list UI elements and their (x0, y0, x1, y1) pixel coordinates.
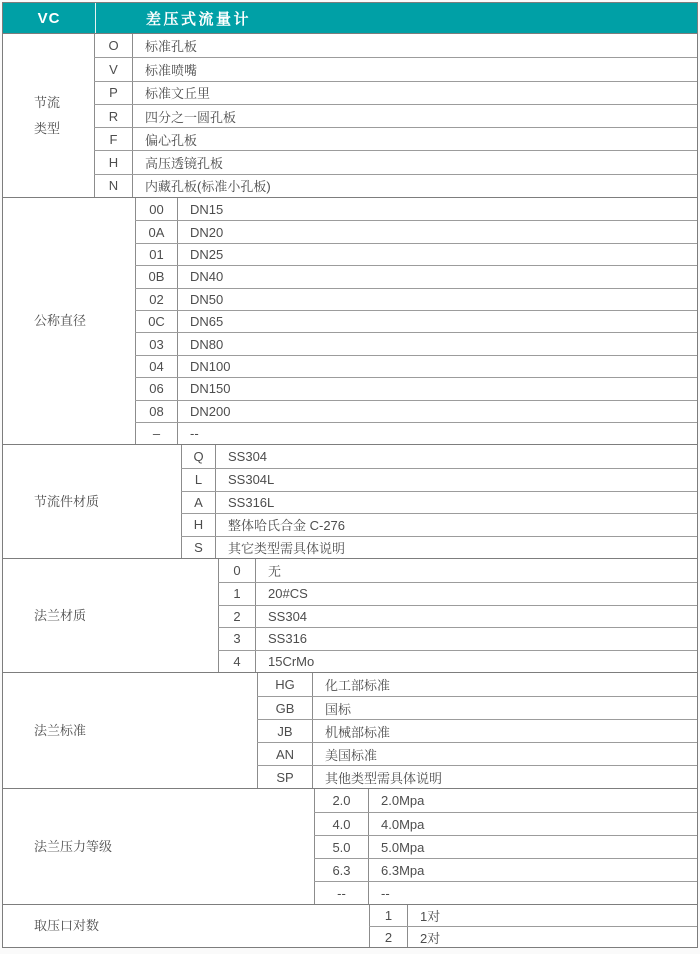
code-cell: 1 (369, 905, 408, 926)
description-cell: 2对 (420, 930, 441, 946)
model-code-header: VC (3, 3, 96, 33)
table-row (218, 650, 697, 673)
table-row (257, 719, 697, 742)
table-row (135, 220, 697, 242)
table-row (135, 355, 697, 377)
description-cell: DN200 (190, 403, 231, 419)
description-cell: 整体哈氏合金 C-276 (228, 518, 346, 534)
section-label-flange-pressure-rating (3, 789, 314, 904)
code-cell: 0B (135, 266, 178, 287)
description-cell: SS316 (268, 631, 308, 647)
code-cell: H (94, 151, 133, 173)
section-label-text: 节流件材质 (34, 493, 100, 509)
description-cell: 20#CS (268, 586, 308, 602)
section-label-flange-material (3, 559, 218, 672)
code-cell: GB (257, 697, 313, 719)
table-row (135, 422, 697, 444)
table-row (369, 905, 697, 926)
description-cell: 化工部标准 (325, 678, 391, 694)
section-rows (369, 905, 697, 947)
section-label-throttle-type (3, 34, 94, 197)
code-cell: 2 (218, 606, 256, 628)
table-row (181, 513, 697, 536)
table-row (314, 789, 697, 812)
code-cell: H (181, 514, 216, 536)
code-cell: Q (181, 445, 216, 468)
code-cell: 2.0 (314, 789, 369, 812)
model-selection-table (2, 2, 698, 948)
description-cell: DN50 (190, 291, 224, 307)
description-cell: DN80 (190, 336, 224, 352)
description-cell: 标准喷嘴 (145, 62, 198, 78)
code-cell: 6.3 (314, 859, 369, 881)
code-cell: 3 (218, 628, 256, 650)
code-cell: V (94, 58, 133, 80)
table-row (135, 288, 697, 310)
description-cell: 内藏孔板(标准小孔板) (145, 179, 271, 195)
description-cell: 2.0Mpa (381, 793, 425, 809)
table-row (135, 198, 697, 220)
code-cell: L (181, 469, 216, 491)
table-row (181, 445, 697, 468)
section-label-text: 法兰材质 (34, 607, 87, 623)
description-cell: 标准文丘里 (145, 86, 211, 102)
code-cell: P (94, 82, 133, 104)
description-cell: -- (381, 885, 390, 901)
section-throttle-part-material (3, 444, 697, 558)
table-row (257, 696, 697, 719)
description-cell: 5.0Mpa (381, 839, 425, 855)
description-cell: 4.0Mpa (381, 816, 425, 832)
section-label-text: 取压口对数 (34, 918, 100, 934)
table-row (257, 765, 697, 788)
table-row (135, 377, 697, 399)
table-row (94, 34, 697, 57)
code-cell: 4 (218, 651, 256, 673)
section-rows (314, 789, 697, 904)
description-cell: 四分之一圆孔板 (145, 109, 237, 125)
code-cell: 08 (135, 401, 178, 422)
code-cell: A (181, 492, 216, 514)
table-row (94, 81, 697, 104)
description-cell: DN65 (190, 314, 224, 330)
code-cell: 01 (135, 244, 178, 265)
description-cell: 其他类型需具体说明 (325, 770, 443, 786)
table-row (135, 243, 697, 265)
section-flange-standard (3, 672, 697, 788)
code-cell: JB (257, 720, 313, 742)
code-cell: N (94, 175, 133, 197)
table-row (94, 127, 697, 150)
code-cell: 02 (135, 289, 178, 310)
table-row (218, 582, 697, 605)
description-cell: SS304L (228, 472, 275, 488)
section-flange-material (3, 558, 697, 672)
code-cell: 06 (135, 378, 178, 399)
section-label-text: 节流 (34, 94, 61, 110)
description-cell: DN15 (190, 201, 224, 217)
description-cell: 机械部标准 (325, 724, 391, 740)
code-cell: S (181, 537, 216, 559)
code-cell: 0C (135, 311, 178, 332)
description-cell: 15CrMo (268, 654, 315, 670)
section-label-text: 法兰压力等级 (34, 838, 113, 854)
section-label-nominal-diameter (3, 198, 135, 444)
section-flange-pressure-rating (3, 788, 697, 904)
description-cell: DN40 (190, 269, 224, 285)
description-cell: 偏心孔板 (145, 132, 198, 148)
code-cell: 00 (135, 198, 178, 220)
section-rows (135, 198, 697, 444)
section-rows (257, 673, 697, 788)
table-row (257, 673, 697, 696)
table-row (314, 858, 697, 881)
code-cell: -- (314, 882, 369, 904)
table-row (218, 627, 697, 650)
table-header-row (3, 3, 697, 33)
description-cell: SS316L (228, 494, 275, 510)
section-label-flange-standard (3, 673, 257, 788)
table-row (369, 926, 697, 947)
code-cell: 0A (135, 221, 178, 242)
table-row (218, 559, 697, 582)
description-cell: 美国标准 (325, 747, 378, 763)
description-cell: DN100 (190, 359, 231, 374)
table-row (135, 265, 697, 287)
code-cell: R (94, 105, 133, 127)
code-cell: AN (257, 743, 313, 765)
description-cell: 国标 (325, 701, 352, 717)
section-label-pressure-tap-pairs (3, 905, 369, 947)
description-cell: 1对 (420, 909, 441, 925)
table-row (94, 104, 697, 127)
description-cell: DN20 (190, 224, 224, 240)
description-cell: 无 (268, 564, 282, 580)
table-row (314, 881, 697, 904)
description-cell: SS304 (268, 608, 308, 624)
section-throttle-type (3, 33, 697, 197)
table-row (135, 310, 697, 332)
section-nominal-diameter (3, 197, 697, 444)
table-row (135, 332, 697, 354)
table-row (135, 400, 697, 422)
table-row (314, 812, 697, 835)
table-row (181, 536, 697, 559)
code-cell: – (135, 423, 178, 444)
table-body (3, 33, 697, 947)
section-pressure-tap-pairs (3, 904, 697, 947)
description-cell: 6.3Mpa (381, 862, 425, 878)
code-cell: 04 (135, 356, 178, 377)
table-row (257, 742, 697, 765)
code-cell: 0 (218, 559, 256, 582)
code-cell: 5.0 (314, 836, 369, 858)
section-label-text: 类型 (34, 120, 61, 136)
section-label-text: 法兰标准 (34, 722, 87, 738)
description-cell: SS304 (228, 449, 268, 465)
table-row (94, 57, 697, 80)
code-cell: 1 (218, 583, 256, 605)
description-cell: DN150 (190, 381, 231, 397)
table-row (94, 150, 697, 173)
product-name-header: 差压式流量计 (146, 10, 252, 28)
code-cell: O (94, 34, 133, 57)
code-cell: 4.0 (314, 813, 369, 835)
table-row (181, 468, 697, 491)
section-label-throttle-part-material (3, 445, 181, 558)
table-row (94, 174, 697, 197)
table-row (314, 835, 697, 858)
section-rows (181, 445, 697, 558)
section-label-text: 公称直径 (34, 313, 87, 329)
description-cell: 其它类型需具体说明 (228, 541, 346, 557)
code-cell: SP (257, 766, 313, 788)
table-row (181, 491, 697, 514)
description-cell: -- (190, 426, 199, 442)
section-rows (94, 34, 697, 197)
section-rows (218, 559, 697, 672)
code-cell: F (94, 128, 133, 150)
description-cell: 高压透镜孔板 (145, 156, 224, 172)
code-cell: 2 (369, 927, 408, 947)
description-cell: DN25 (190, 247, 224, 263)
code-cell: HG (257, 673, 313, 696)
description-cell: 标准孔板 (145, 39, 198, 55)
code-cell: 03 (135, 333, 178, 354)
table-row (218, 605, 697, 628)
